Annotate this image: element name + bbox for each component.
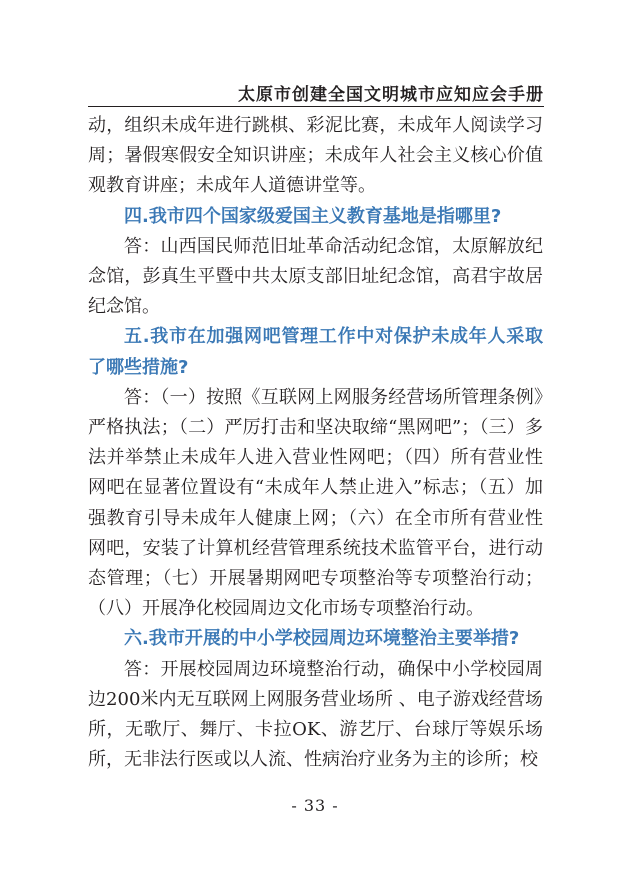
- question-4-heading: 四.我市四个国家级爱国主义教育基地是指哪里?: [124, 205, 502, 227]
- answer-4-paragraph: 答：山西国民师范旧址革命活动纪念馆，太原解放纪念馆，彭真生平暨中共太原支部旧址纪念馆，高君宇故居纪念馆。: [88, 235, 543, 318]
- question-6-heading: 六.我市开展的中小学校园周边环境整治主要举措?: [124, 628, 520, 650]
- page-body: [88, 111, 543, 775]
- page-number: - 33 -: [291, 796, 339, 815]
- running-header-title: 太原市创建全国文明城市应知应会手册: [238, 85, 544, 105]
- header-divider: [88, 106, 544, 107]
- answer-6-paragraph: 答：开展校园周边环境整治行动，确保中小学校园周边200米内无互联网上网服务营业场所 、电子游戏经营场所，无歌厅、舞厅、卡拉OK、游艺厅、台球厅等娱乐场所，无非法行医或以人流、性病治疗业务为主的诊所；校: [88, 658, 543, 771]
- question-5-heading: 五.我市在加强网吧管理工作中对保护未成年人采取了哪些措施?: [88, 326, 543, 378]
- answer-5-paragraph: 答：（一）按照《互联网上网服务经营场所管理条例》严格执法；（二）严厉打击和坚决取缔“黑网吧”；（三）多法并举禁止未成年人进入营业性网吧；（四）所有营业性网吧在显著位置设有“未成年人禁止进入”标志；（五）加强教育引导未成年人健康上网；（六）在全市所有营业性网吧，安装了计算机经营管理系统技术监管平台，进行动态管理；（七）开展暑期网吧专项整治等专项整治行动；（八）开展净化校园周边文化市场专项整治行动。: [88, 386, 543, 620]
- continued-paragraph: 动，组织未成年进行跳棋、彩泥比赛，未成年人阅读学习周；暑假寒假安全知识讲座；未成年人社会主义核心价值观教育讲座；未成年人道德讲堂等。: [88, 115, 543, 197]
